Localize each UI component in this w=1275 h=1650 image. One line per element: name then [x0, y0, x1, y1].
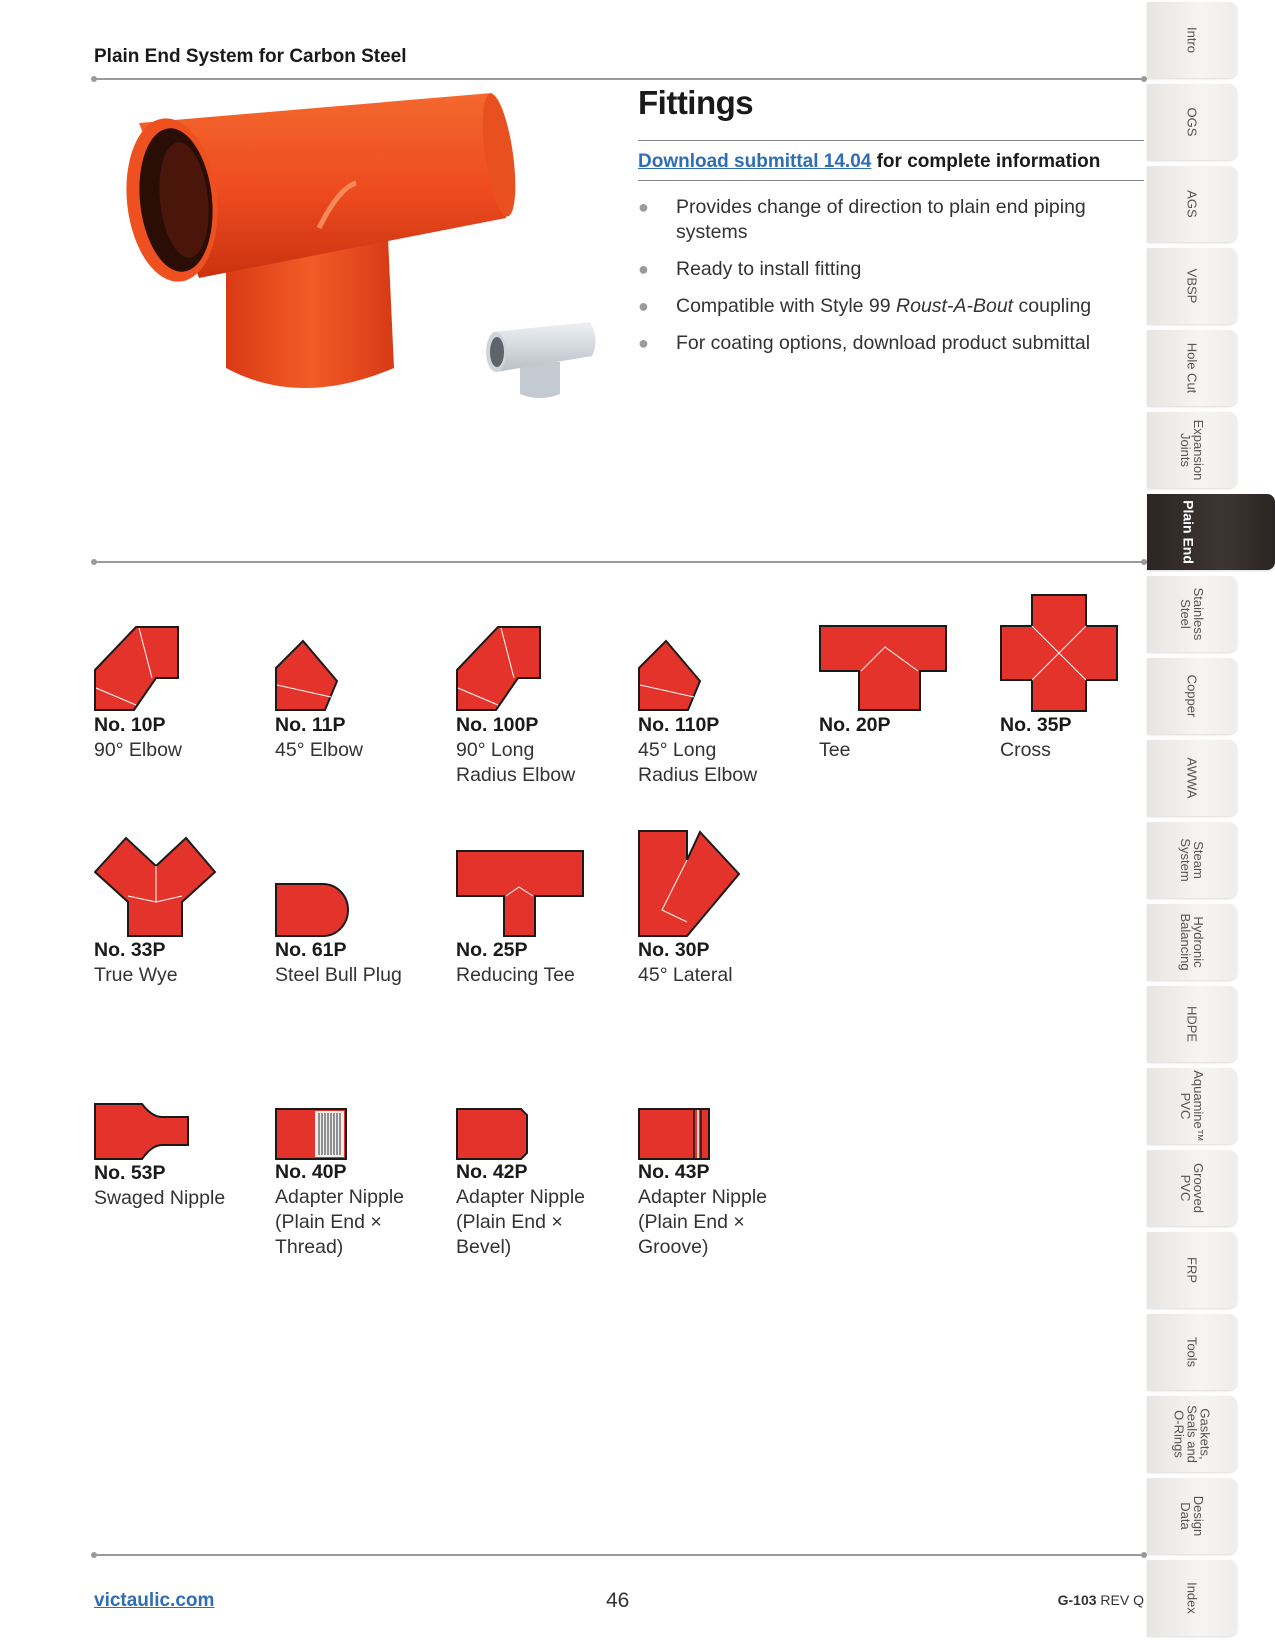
tee-fitting-photo [94, 88, 624, 418]
fitting-name: Groove) [638, 1236, 709, 1258]
groove-nipple-icon [638, 1108, 718, 1160]
tab-plain-end[interactable]: Plain End [1147, 494, 1275, 570]
fitting-number: No. 35P [1000, 714, 1072, 736]
fitting-25p [456, 850, 626, 988]
section-rule [94, 561, 1144, 563]
fitting-10p [94, 625, 264, 763]
elbow-90-icon [94, 625, 184, 713]
fitting-number: No. 53P [94, 1162, 166, 1184]
fitting-number: No. 25P [456, 939, 528, 961]
fitting-number: No. 11P [275, 714, 346, 736]
bullet-icon: ● [638, 197, 649, 217]
document-code: G-103 REV Q [1057, 1592, 1144, 1608]
fitting-name: 45° Elbow [275, 739, 364, 761]
elbow-45-icon [275, 625, 365, 713]
list-item: ● Provides change of direction to plain end piping systems [638, 196, 1086, 243]
list-item: ● Compatible with Style 99 Roust-A-Bout coupling [638, 295, 1092, 317]
fitting-11p [275, 625, 445, 763]
tab-ags[interactable]: AGS [1147, 166, 1237, 242]
section-title: Plain End System for Carbon Steel [94, 46, 407, 67]
bevel-nipple-icon [456, 1108, 536, 1160]
bullet-icon: ● [638, 333, 649, 353]
header-rule [94, 78, 1144, 80]
fitting-number: No. 40P [275, 1161, 347, 1183]
fitting-number: No. 33P [94, 939, 166, 961]
tab-hydronic-balancing[interactable]: Hydronic Balancing [1147, 904, 1237, 980]
fitting-name: Tee [819, 739, 851, 761]
fitting-42p [456, 1108, 626, 1260]
fitting-name: (Plain End × [275, 1211, 382, 1233]
tab-tools[interactable]: Tools [1147, 1314, 1237, 1390]
fitting-40p [275, 1108, 445, 1260]
true-wye-icon [94, 836, 218, 938]
download-suffix: for complete information [871, 151, 1101, 172]
tab-frp[interactable]: FRP [1147, 1232, 1237, 1308]
fitting-number: No. 61P [275, 939, 347, 961]
fitting-name: 45° Long [638, 739, 717, 761]
fitting-number: No. 100P [456, 714, 539, 736]
fitting-number: No. 10P [94, 714, 166, 736]
bull-plug-icon [275, 883, 355, 938]
fitting-name: Adapter Nipple [638, 1186, 767, 1208]
fitting-name: Radius Elbow [638, 764, 758, 786]
fitting-43p [638, 1108, 808, 1260]
fitting-100p [456, 625, 626, 788]
fitting-number: No. 20P [819, 714, 891, 736]
download-underline [638, 180, 1144, 181]
fitting-number: No. 42P [456, 1161, 528, 1183]
long-radius-elbow-90-icon [456, 625, 546, 713]
title-underline [638, 140, 1144, 141]
download-line [638, 151, 1100, 173]
list-item: ● For coating options, download product submittal [638, 332, 1091, 354]
threaded-nipple-icon [275, 1108, 355, 1160]
tab-aquamine-pvc[interactable]: Aquamine™ PVC [1147, 1068, 1237, 1144]
fitting-35p [1000, 594, 1170, 763]
tab-steam-system[interactable]: Steam System [1147, 822, 1237, 898]
tab-intro[interactable]: Intro [1147, 2, 1237, 78]
fitting-name: 90° Elbow [94, 739, 183, 761]
fitting-number: No. 30P [638, 939, 710, 961]
fitting-name: Bevel) [456, 1236, 512, 1258]
fitting-53p [94, 1103, 264, 1211]
reducing-tee-icon [456, 850, 586, 938]
tab-design-data[interactable]: Design Data [1147, 1478, 1237, 1554]
fitting-name: Radius Elbow [456, 764, 576, 786]
tab-gaskets-seals[interactable]: Gaskets, Seals and O-Rings [1147, 1396, 1237, 1472]
tab-expansion-joints[interactable]: Expansion Joints [1147, 412, 1237, 488]
tab-copper[interactable]: Copper [1147, 658, 1237, 734]
fitting-110p [638, 625, 808, 788]
fitting-name: (Plain End × [456, 1211, 563, 1233]
tab-ogs[interactable]: OGS [1147, 84, 1237, 160]
fitting-name: Reducing Tee [456, 964, 575, 986]
tab-hole-cut[interactable]: Hole Cut [1147, 330, 1237, 406]
fitting-name: Steel Bull Plug [275, 964, 402, 986]
bullet-icon: ● [638, 259, 649, 279]
fitting-name: Cross [1000, 739, 1051, 761]
fittings-title: Fittings [638, 84, 754, 121]
fitting-name: Swaged Nipple [94, 1187, 226, 1209]
website-link[interactable]: victaulic.com [94, 1590, 215, 1611]
tab-hdpe[interactable]: HDPE [1147, 986, 1237, 1062]
fitting-number: No. 110P [638, 714, 720, 736]
tab-index[interactable]: Index [1147, 1560, 1237, 1636]
tab-awwa[interactable]: AWWA [1147, 740, 1237, 816]
cross-icon [1000, 594, 1120, 713]
fitting-name: 45° Lateral [638, 964, 733, 986]
fitting-name: Thread) [275, 1236, 344, 1258]
tab-stainless-steel[interactable]: Stainless Steel [1147, 576, 1237, 652]
fitting-name: Adapter Nipple [275, 1186, 404, 1208]
lateral-45-icon [638, 830, 742, 938]
footer-rule [94, 1554, 1144, 1556]
page-number: 46 [606, 1589, 630, 1612]
fitting-20p [819, 625, 989, 763]
fitting-30p [638, 830, 808, 988]
long-radius-elbow-45-icon [638, 625, 728, 713]
fitting-name: (Plain End × [638, 1211, 745, 1233]
list-item: ● Ready to install fitting [638, 258, 862, 280]
download-submittal-link[interactable]: Download submittal 14.04 [638, 151, 872, 172]
tab-vbsp[interactable]: VBSP [1147, 248, 1237, 324]
feature-list [638, 195, 1148, 368]
fitting-name: True Wye [94, 964, 178, 986]
swaged-nipple-icon [94, 1103, 194, 1161]
tee-icon [819, 625, 949, 713]
tab-grooved-pvc[interactable]: Grooved PVC [1147, 1150, 1237, 1226]
fitting-61p [275, 883, 445, 988]
fitting-number: No. 43P [638, 1161, 710, 1183]
fitting-name: Adapter Nipple [456, 1186, 585, 1208]
side-tab-nav [1147, 0, 1275, 1650]
bullet-icon: ● [638, 296, 649, 316]
fitting-name: 90° Long [456, 739, 535, 761]
fitting-33p [94, 836, 264, 988]
